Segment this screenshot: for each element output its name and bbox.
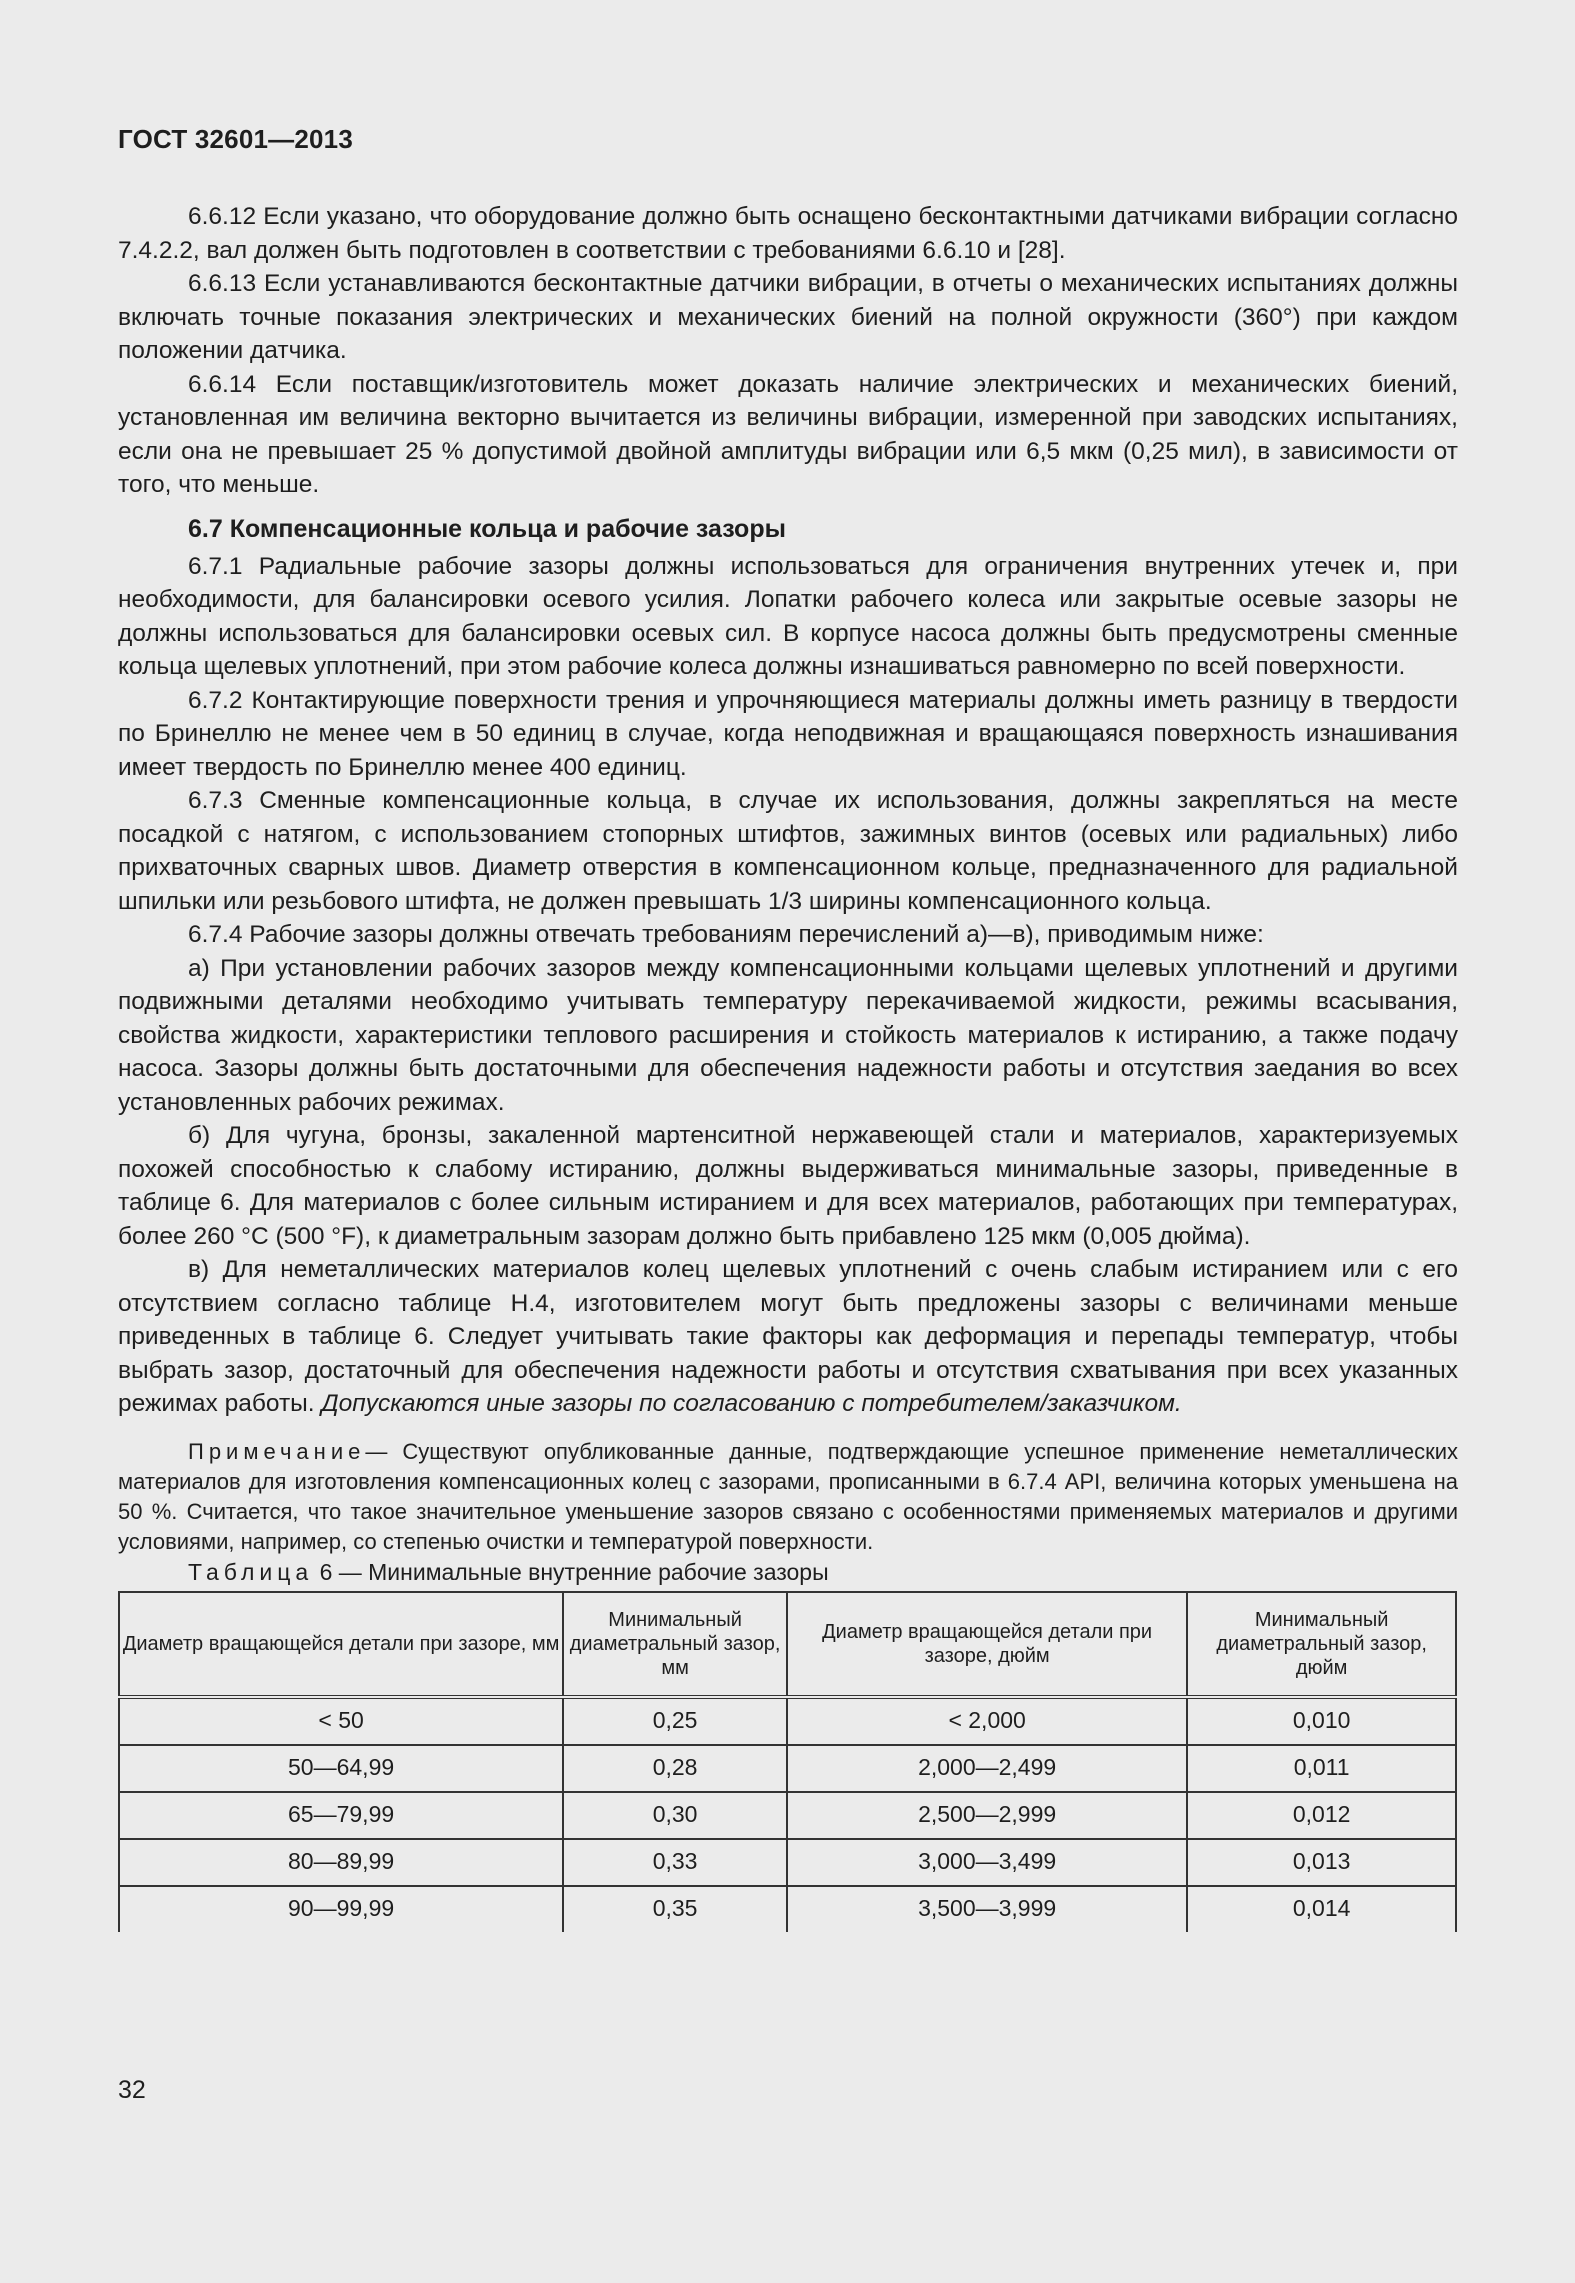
table-cell: 0,012 bbox=[1187, 1792, 1456, 1839]
table-row bbox=[119, 1792, 1456, 1839]
paragraph-6-7-3: 6.7.3 Сменные компенсационные кольца, в случае их использования, должны закрепляться на месте посадкой с натягом, с использованием стопорных штифтов, зажимных винтов (осевых или радиальных) либо прихваточных сварных швов. Диаметр отверстия в компенсационном кольце, предназначенного для радиальной шпильки или резьбового штифта, не должен превышать 1/3 ширины компенсационного кольца. bbox=[118, 787, 1458, 915]
note-label: Примечание bbox=[188, 1438, 366, 1464]
paragraph-6-7-2: 6.7.2 Контактирующие поверхности трения и упрочняющиеся материалы должны иметь разницу в твердости по Бринеллю не менее чем в 50 единиц в случае, когда неподвижная и вращающаяся поверхность изнашивания имеет твердость по Бринеллю менее 400 единиц. bbox=[118, 686, 1458, 781]
paragraph-6-7-4: 6.7.4 Рабочие зазоры должны отвечать требованиям перечислений а)—в), приводимым ниже: bbox=[188, 921, 1264, 948]
table-header-row bbox=[119, 1592, 1456, 1697]
header-cell-clearance-mm: Минимальный диаметральный зазор, мм bbox=[563, 1592, 787, 1697]
table-cell: 2,500—2,999 bbox=[787, 1792, 1187, 1839]
table-cell: < 2,000 bbox=[787, 1697, 1187, 1745]
paragraph-6-7-4-a: а) При установлении рабочих зазоров между компенсационными кольцами щелевых уплотнений и другими подвижными деталями необходимо учитывать температуру перекачиваемой жидкости, режимы всасывания, свойства жидкости, характеристики теплового расширения и стойкость материалов к истиранию, а также подачу насоса. Зазоры должны быть достаточными для обеспечения надежности работы и отсутствия заедания во всех установленных рабочих режимах. bbox=[118, 954, 1458, 1116]
note-paragraph bbox=[118, 1437, 1458, 1557]
table-cell: 0,013 bbox=[1187, 1839, 1456, 1886]
table-cell: 80—89,99 bbox=[119, 1839, 563, 1886]
header-cell-diameter-inch: Диаметр вращающейся детали при зазоре, дюйм bbox=[787, 1592, 1187, 1697]
header-cell-clearance-inch: Минимальный диаметральный зазор, дюйм bbox=[1187, 1592, 1456, 1697]
table-row bbox=[119, 1839, 1456, 1886]
table-cell: 0,35 bbox=[563, 1886, 787, 1932]
section-heading-6-7: 6.7 Компенсационные кольца и рабочие зазоры bbox=[188, 514, 786, 543]
page-number: 32 bbox=[118, 2076, 146, 2104]
paragraph-6-7-4-b: б) Для чугуна, бронзы, закаленной мартенситной нержавеющей стали и материалов, характеризуемых похожей способностью к слабому истиранию, должны выдерживаться минимальные зазоры, приведенные в таблице 6. Для материалов с более сильным истиранием и для всех материалов, работающих при температурах, более 260 °С (500 °F), к диаметральным зазорам должно быть прибавлено 125 мкм (0,005 дюйма). bbox=[118, 1122, 1458, 1250]
table-row bbox=[119, 1697, 1456, 1745]
table-cell: 3,500—3,999 bbox=[787, 1886, 1187, 1932]
table-cell: 3,000—3,499 bbox=[787, 1839, 1187, 1886]
table-cell: 50—64,99 bbox=[119, 1745, 563, 1792]
table-row bbox=[119, 1886, 1456, 1932]
paragraph-6-7-4-c bbox=[118, 1253, 1458, 1421]
header-cell-diameter-mm: Диаметр вращающейся детали при зазоре, мм bbox=[119, 1592, 563, 1697]
paragraph-6-7-4-c-text: в) Для неметаллических материалов колец щелевых уплотнений с очень слабым истиранием или с его отсутствием согласно таблице Н.4, изготовителем могут быть предложены зазоры с величинами меньше приведенных в таблице 6. Следует учитывать такие факторы как деформация и перепады температур, чтобы выбрать зазор, достаточный для обеспечения надежности работы и отсутствия схватывания при всех указанных режимах работы. bbox=[118, 1256, 1458, 1417]
table-row bbox=[119, 1745, 1456, 1792]
table-cell: 0,33 bbox=[563, 1839, 787, 1886]
table-caption bbox=[118, 1557, 1458, 1587]
table-cell: 0,014 bbox=[1187, 1886, 1456, 1932]
table-cell: 0,25 bbox=[563, 1697, 787, 1745]
table-caption-text: 6 — Минимальные внутренние рабочие зазоры bbox=[319, 1558, 829, 1585]
table-cell: 65—79,99 bbox=[119, 1792, 563, 1839]
document-header-title: ГОСТ 32601—2013 bbox=[118, 124, 353, 154]
table-cell: 0,010 bbox=[1187, 1697, 1456, 1745]
table-cell: 0,28 bbox=[563, 1745, 787, 1792]
table-cell: 0,011 bbox=[1187, 1745, 1456, 1792]
paragraph-6-7-4-c-italic: Допускаются иные зазоры по согласованию с потребителем/заказчиком. bbox=[321, 1390, 1182, 1417]
table-caption-label: Таблица bbox=[188, 1558, 314, 1585]
note-text: — Существуют опубликованные данные, подтверждающие успешное применение неметаллических материалов для изготовления компенсационных колец с зазорами, прописанными в 6.7.4 API, величина которых уменьшена на 50 %. Считается, что такое значительное уменьшение зазоров связано с особенностями применяемых материалов и другими условиями, например, со степенью очистки и температурой поверхности. bbox=[118, 1438, 1458, 1554]
paragraph-6-6-14: 6.6.14 Если поставщик/изготовитель может доказать наличие электрических и механических биений, установленная им величина векторно вычитается из величины вибрации, измеренной при заводских испытаниях, если она не превышает 25 % допустимой двойной амплитуды вибрации или 6,5 мкм (0,25 мил), в зависимости от того, что меньше. bbox=[118, 370, 1458, 498]
table-cell: 90—99,99 bbox=[119, 1886, 563, 1932]
paragraph-6-6-13: 6.6.13 Если устанавливаются бесконтактные датчики вибрации, в отчеты о механических испытаниях должны включать точные показания электрических и механических биений на полной окружности (360°) при каждом положении датчика. bbox=[118, 270, 1458, 364]
clearance-table bbox=[118, 1591, 1457, 1932]
table-cell: < 50 bbox=[119, 1697, 563, 1745]
document-body bbox=[118, 200, 1458, 1932]
paragraph-6-7-1: 6.7.1 Радиальные рабочие зазоры должны использоваться для ограничения внутренних утечек и, при необходимости, для балансировки осевого усилия. Лопатки рабочего колеса или закрытые осевые зазоры не должны использоваться для балансировки осевых сил. В корпусе насоса должны быть предусмотрены сменные кольца щелевых уплотнений, при этом рабочие колеса должны изнашиваться равномерно по всей поверхности. bbox=[118, 552, 1458, 680]
paragraph-6-6-12: 6.6.12 Если указано, что оборудование должно быть оснащено бесконтактными датчиками вибрации согласно 7.4.2.2, вал должен быть подготовлен в соответствии с требованиями 6.6.10 и [28]. bbox=[118, 203, 1458, 264]
table-cell: 0,30 bbox=[563, 1792, 787, 1839]
table-cell: 2,000—2,499 bbox=[787, 1745, 1187, 1792]
